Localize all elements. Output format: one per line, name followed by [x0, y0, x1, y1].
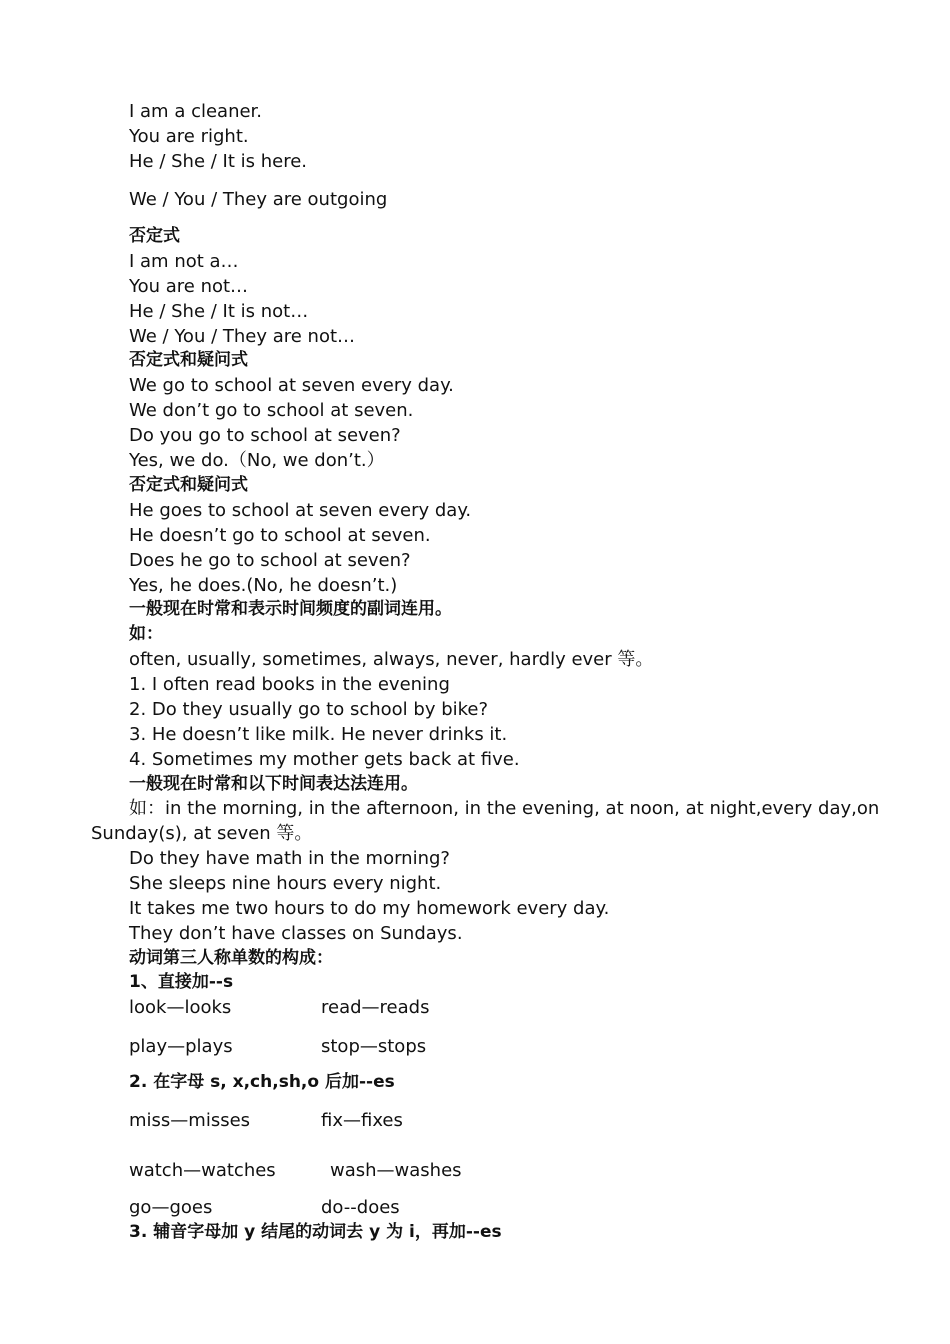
- section-heading: 动词第三人称单数的构成：: [129, 948, 333, 968]
- rule-letter: y: [369, 1222, 381, 1242]
- text-line: Yes, he does.(No, he doesn’t.): [129, 575, 398, 596]
- text-line: We go to school at seven every day.: [129, 375, 454, 396]
- rule-text: 、直接加: [140, 972, 209, 992]
- rule-text: 结尾的动词去: [255, 1222, 370, 1242]
- text-line: You are not…: [129, 276, 249, 297]
- pair-left: play—plays: [129, 1036, 233, 1057]
- pair-right: do--does: [321, 1197, 400, 1218]
- text-line: I am a cleaner.: [129, 101, 263, 122]
- text-line: Yes, we do.（No, we don’t.）: [129, 450, 385, 471]
- section-subheading: 如：: [129, 624, 163, 644]
- text-line: We / You / They are not…: [129, 326, 356, 347]
- rule-letter: i: [409, 1222, 415, 1242]
- rule-text: 后加: [319, 1072, 359, 1092]
- pair-right: stop—stops: [321, 1036, 427, 1057]
- rule-text: 在字母: [147, 1072, 211, 1092]
- text-line: We / You / They are outgoing: [129, 189, 388, 210]
- text-line: I am not a…: [129, 251, 239, 272]
- text-line: We don’t go to school at seven.: [129, 400, 414, 421]
- text-line: They don’t have classes on Sundays.: [129, 923, 463, 944]
- rule-heading: [129, 1220, 502, 1245]
- rule-number: 3.: [129, 1222, 148, 1242]
- rule-suffix: --es: [358, 1072, 395, 1092]
- text-line: 2. Do they usually go to school by bike?: [129, 699, 489, 720]
- section-heading: 一般现在时常和表示时间频度的副词连用。: [129, 599, 452, 619]
- rule-letters: s, x,ch,sh,o: [210, 1072, 320, 1092]
- text-line: He / She / It is here.: [129, 151, 308, 172]
- text-line: 3. He doesn’t like milk. He never drinks it.: [129, 724, 508, 745]
- text-line: 1. I often read books in the evening: [129, 674, 450, 695]
- rule-text: 辅音字母加: [147, 1222, 245, 1242]
- section-heading: 一般现在时常和以下时间表达法连用。: [129, 774, 418, 794]
- section-heading: 否定式: [129, 226, 180, 246]
- pair-right: wash—washes: [330, 1160, 462, 1181]
- section-heading: 否定式和疑问式: [129, 475, 248, 495]
- text-line: Do they have math in the morning?: [129, 848, 450, 869]
- pair-right: read—reads: [321, 997, 430, 1018]
- rule-number: 1: [129, 972, 141, 992]
- rule-heading: [129, 970, 233, 995]
- pair-right: fix—fixes: [321, 1110, 403, 1131]
- rule-suffix: --s: [208, 972, 234, 992]
- pair-left: go—goes: [129, 1197, 213, 1218]
- text-line: It takes me two hours to do my homework every day.: [129, 898, 610, 919]
- pair-left: miss—misses: [129, 1110, 251, 1131]
- rule-text: 为: [380, 1222, 410, 1242]
- rule-number: 2.: [129, 1072, 148, 1092]
- text-line: She sleeps nine hours every night.: [129, 873, 442, 894]
- text-paragraph: 如：in the morning, in the afternoon, in the evening, at noon, at night,every day,on Sunday(s), at seven 等。: [91, 798, 880, 844]
- text-line: He goes to school at seven every day.: [129, 500, 472, 521]
- rule-suffix: --es: [465, 1222, 502, 1242]
- text-line: You are right.: [129, 126, 249, 147]
- pair-left: look—looks: [129, 997, 232, 1018]
- rule-letter: y: [244, 1222, 256, 1242]
- text-line: Does he go to school at seven?: [129, 550, 411, 571]
- rule-heading: [129, 1070, 395, 1095]
- text-line: He doesn’t go to school at seven.: [129, 525, 431, 546]
- pair-left: watch—watches: [129, 1160, 276, 1181]
- text-line: Do you go to school at seven?: [129, 425, 401, 446]
- text-line: 4. Sometimes my mother gets back at five.: [129, 749, 520, 770]
- rule-text: ，再加: [414, 1222, 466, 1242]
- text-line: He / She / It is not…: [129, 301, 309, 322]
- section-heading: 否定式和疑问式: [129, 350, 248, 370]
- text-line: often, usually, sometimes, always, never, hardly ever 等。: [129, 649, 654, 670]
